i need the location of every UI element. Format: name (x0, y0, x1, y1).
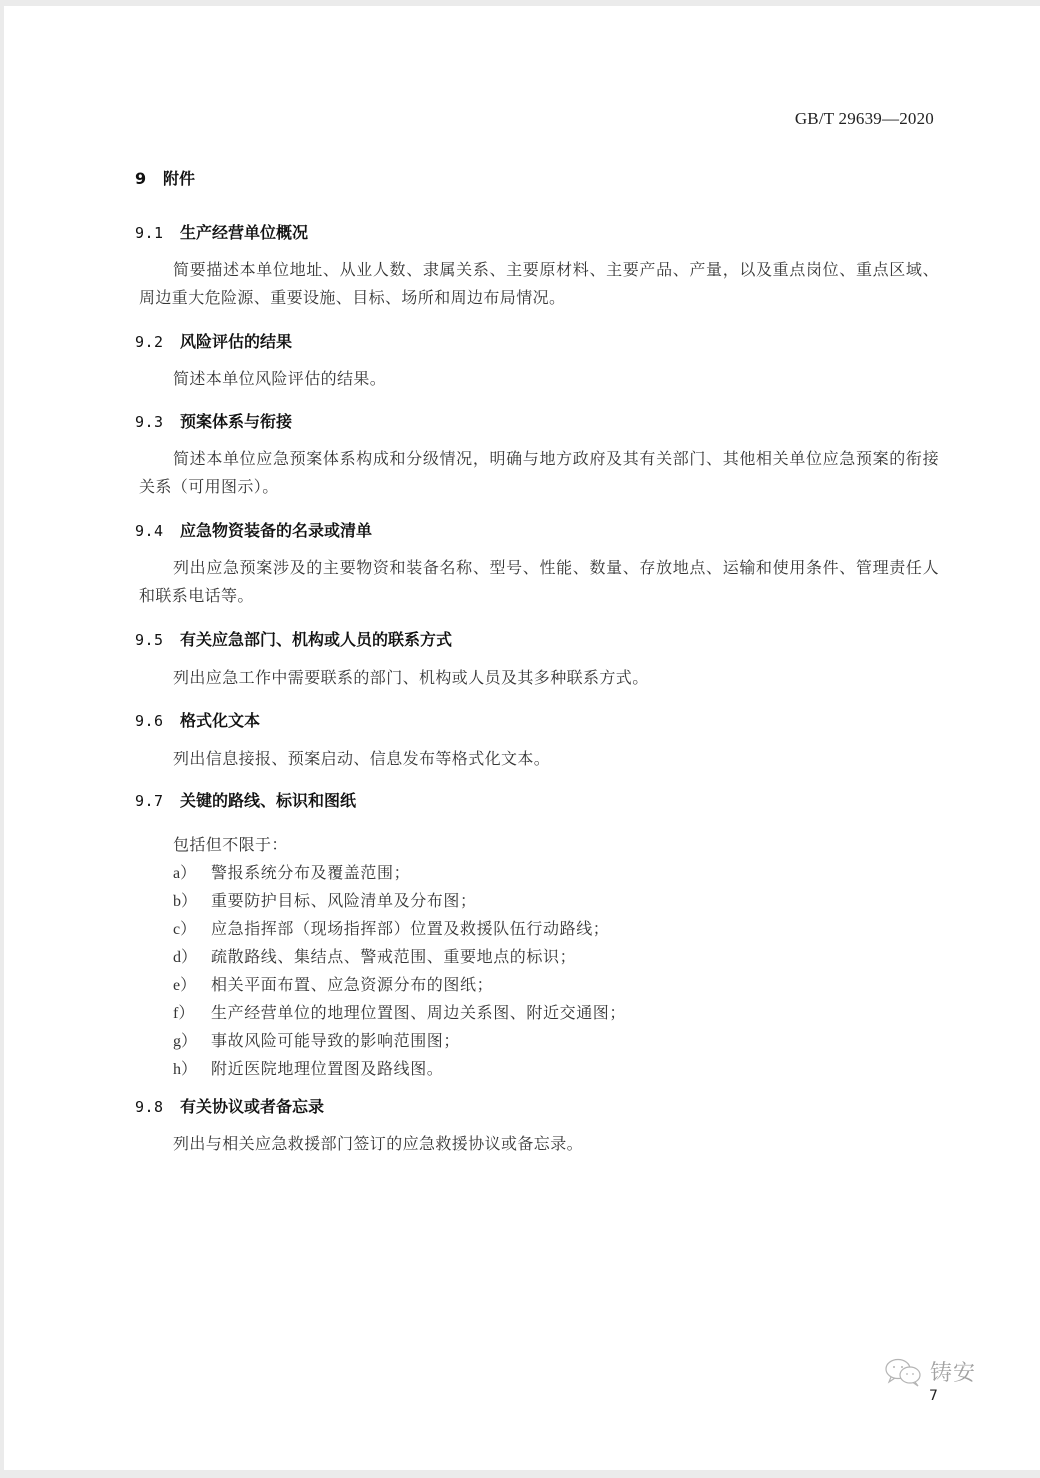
subsection-title: 生产经营单位概况 (180, 223, 309, 242)
route-drawing-list (173, 859, 626, 1083)
subsection-body-9-4: 列出应急预案涉及的主要物资和装备名称、型号、性能、数量、存放地点、运输和使用条件、管理责任人和联系电话等。 (139, 558, 939, 605)
subsection-heading-9-1 (135, 220, 308, 243)
subsection-title: 格式化文本 (180, 711, 261, 730)
subsection-number: 9.2 (135, 333, 164, 351)
list-marker: a） (173, 865, 197, 882)
subsection-title: 有关应急部门、机构或人员的联系方式 (180, 630, 453, 649)
subsection-body-9-1: 简要描述本单位地址、从业人数、隶属关系、主要原材料、主要产品、产量，以及重点岗位、重点区域、周边重大危险源、重要设施、目标、场所和周边布局情况。 (139, 260, 939, 307)
wechat-icon (884, 1357, 924, 1387)
subsection-heading-9-6 (135, 708, 260, 731)
list-intro: 包括但不限于： (173, 835, 288, 854)
subsection-heading-9-4 (135, 518, 372, 541)
subsection-title: 风险评估的结果 (180, 332, 293, 351)
subsection-heading-9-3 (135, 409, 292, 432)
subsection-title: 有关协议或者备忘录 (180, 1097, 325, 1116)
subsection-number: 9.3 (135, 413, 164, 431)
list-item (173, 887, 626, 915)
page-number: 7 (929, 1388, 938, 1404)
subsection-number: 9.8 (135, 1098, 164, 1116)
list-item (173, 971, 626, 999)
list-item-text: 相关平面布置、应急资源分布的图纸； (211, 975, 494, 994)
list-marker: h） (173, 1061, 198, 1078)
list-marker: e） (173, 977, 197, 994)
subsection-title: 预案体系与衔接 (180, 412, 293, 431)
list-marker: d） (173, 949, 198, 966)
list-marker: c） (173, 921, 197, 938)
subsection-heading-9-7 (135, 788, 356, 811)
subsection-body-9-6: 列出信息接报、预案启动、信息发布等格式化文本。 (173, 749, 551, 768)
subsection-number: 9.1 (135, 224, 164, 242)
subsection-heading-9-8 (135, 1094, 324, 1117)
list-item-text: 疏散路线、集结点、警戒范围、重要地点的标识； (211, 947, 577, 966)
watermark-text: 铸安 (930, 1361, 977, 1386)
list-item (173, 915, 626, 943)
document-page (4, 6, 1040, 1470)
subsection-heading-9-5 (135, 627, 452, 650)
subsection-title: 应急物资装备的名录或清单 (180, 521, 373, 540)
standard-code: GB/T 29639—2020 (794, 109, 934, 128)
list-item (173, 1027, 626, 1055)
list-item (173, 999, 626, 1027)
watermark (884, 1356, 976, 1387)
subsection-body-9-8: 列出与相关应急救援部门签订的应急救援协议或备忘录。 (173, 1134, 584, 1153)
list-item-text: 警报系统分布及覆盖范围； (211, 863, 411, 882)
subsection-number: 9.5 (135, 631, 164, 649)
list-item-text: 附近医院地理位置图及路线图。 (211, 1059, 444, 1078)
subsection-number: 9.7 (135, 792, 164, 810)
list-item (173, 1055, 626, 1083)
subsection-body-9-2: 简述本单位风险评估的结果。 (173, 369, 387, 388)
subsection-heading-9-2 (135, 329, 292, 352)
list-item-text: 重要防护目标、风险清单及分布图； (211, 891, 477, 910)
subsection-number: 9.4 (135, 522, 164, 540)
subsection-body-9-3: 简述本单位应急预案体系构成和分级情况，明确与地方政府及其有关部门、其他相关单位应急预案的衔接关系（可用图示）。 (139, 449, 939, 496)
list-marker: b） (173, 893, 198, 910)
subsection-number: 9.6 (135, 712, 164, 730)
subsection-title: 关键的路线、标识和图纸 (180, 791, 357, 810)
section-number: 9 (135, 169, 147, 188)
section-title: 附件 (163, 169, 196, 188)
list-item (173, 943, 626, 971)
subsection-body-9-5: 列出应急工作中需要联系的部门、机构或人员及其多种联系方式。 (173, 668, 649, 687)
list-item-text: 应急指挥部（现场指挥部）位置及救援队伍行动路线； (211, 919, 610, 938)
list-item (173, 859, 626, 887)
list-marker: f） (173, 1005, 195, 1022)
section-heading (135, 166, 195, 189)
list-item-text: 生产经营单位的地理位置图、周边关系图、附近交通图； (211, 1003, 627, 1022)
list-item-text: 事故风险可能导致的影响范围图； (211, 1031, 461, 1050)
list-marker: g） (173, 1033, 198, 1050)
